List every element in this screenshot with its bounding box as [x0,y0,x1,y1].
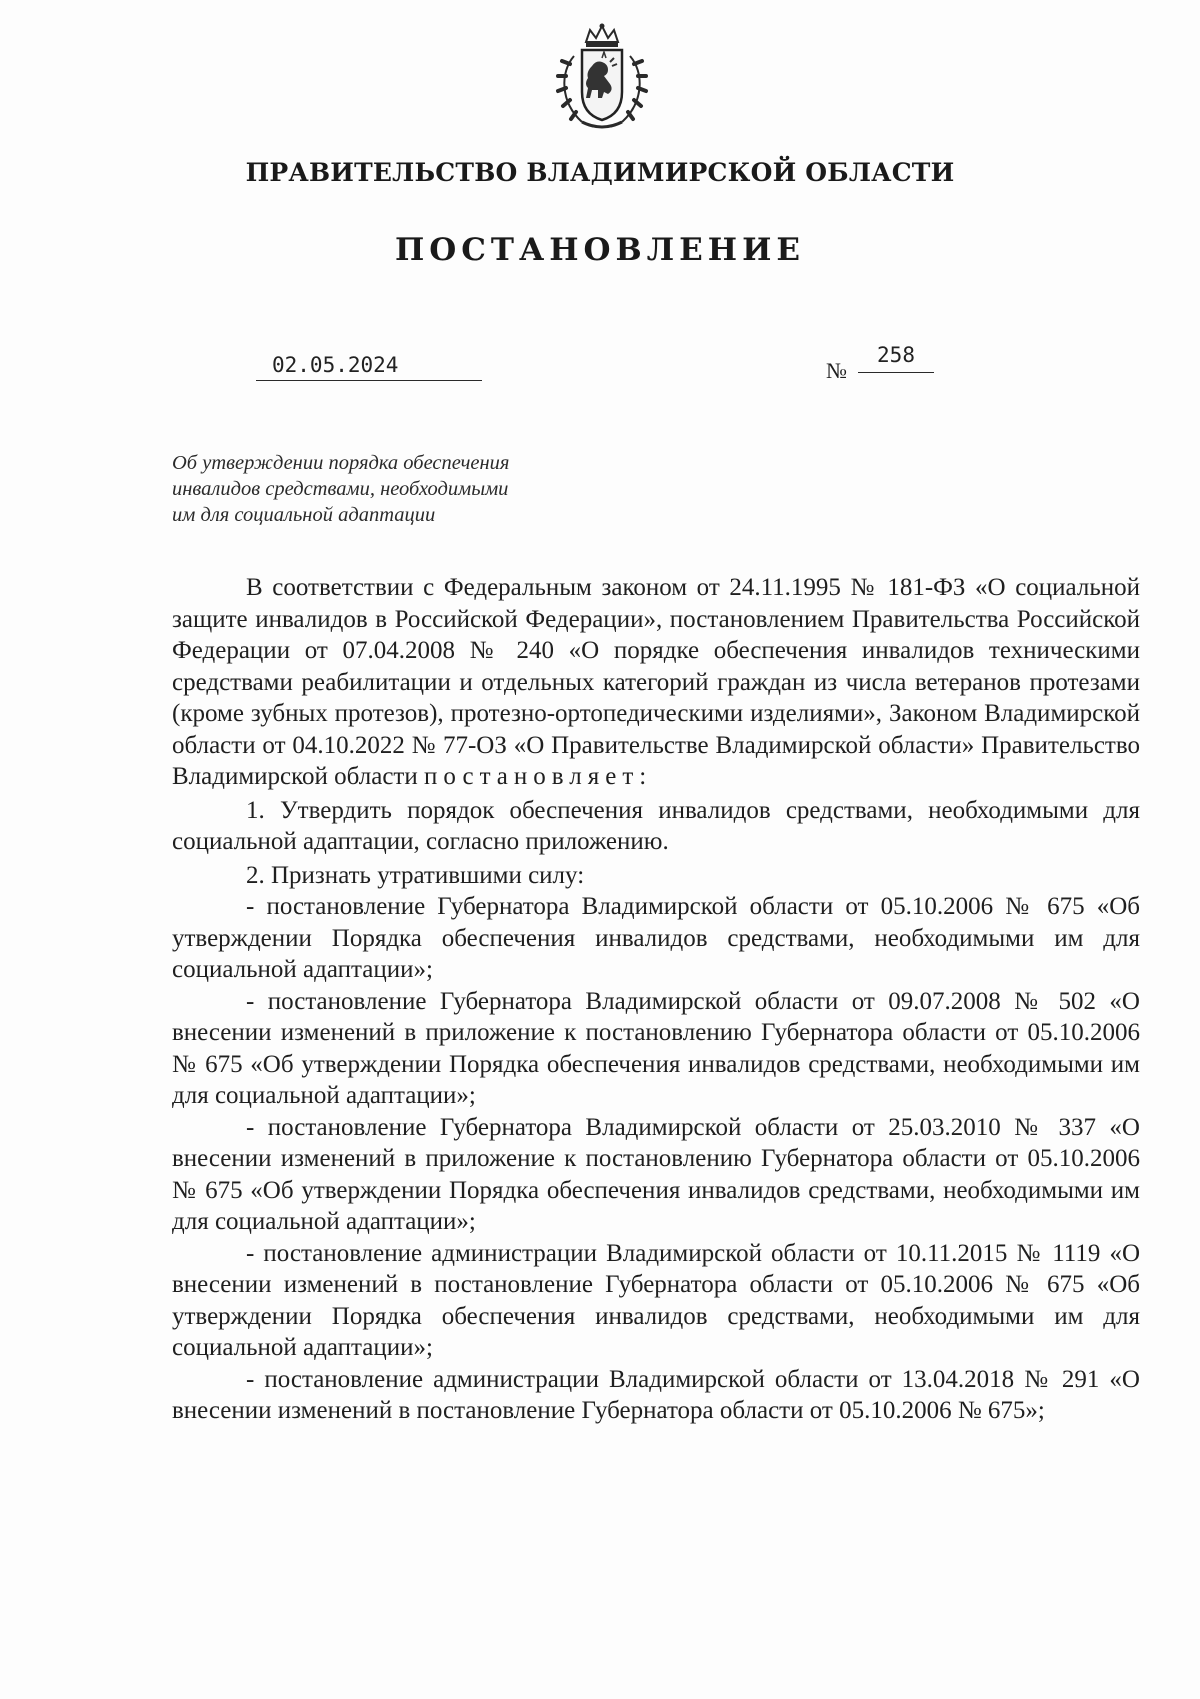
vladimir-region-coat-of-arms-icon [552,22,652,134]
subject-line: инвалидов средствами, необходимыми [172,478,509,500]
document-number: 258 [858,342,934,373]
document-type: ПОСТАНОВЛЕНИЕ [394,232,805,268]
repeal-item: - постановление Губернатора Владимирской области от 05.10.2006 № 675 «Об утверждении Порядка обеспечения инвалидов средствами, необходимыми им для социальной адаптации»; [172,893,1140,983]
document-date: 02.05.2024 [256,352,482,381]
preamble-text: В соответствии с Федеральным законом от 24.11.1995 № 181-ФЗ «О социальной защите инвалидов в Российской Федерации», постановлением Правительства Российской Федерации от 07.04.2008 № 240 «О порядке обеспечения инвалидов техническими средствами реабилитации и отдельных категорий граждан из числа ветеранов протезами (кроме зубных протезов), протезно-ортопедическими изделиями», Законом Владимирской области от 04.10.2022 № 77-ОЗ «О Правительстве Владимирской области» Правительство Владимирской области [172,574,1140,790]
repeal-item: - постановление администрации Владимирской области от 13.04.2018 № 291 «О внесении изменений в постановление Губернатора области от 05.10.2006 № 675»; [172,1365,1140,1424]
preamble-paragraph [172,572,1140,793]
document-body [172,572,1140,1427]
number-sign: № [826,358,847,383]
item-2-paragraph: 2. Признать утратившими силу: [246,861,585,889]
repeal-item: - постановление Губернатора Владимирской области от 25.03.2010 № 337 «О внесении изменений в приложение к постановлению Губернатора области от 05.10.2006 № 675 «Об утверждении Порядка обеспечения инвалидов средствами, необходимыми им для социальной адаптации»; [172,1113,1140,1235]
subject-line: им для социальной адаптации [172,504,436,526]
government-name: ПРАВИТЕЛЬСТВО ВЛАДИМИРСКОЙ ОБЛАСТИ [245,158,955,187]
subject-line: Об утверждении порядка обеспечения [172,452,510,474]
preamble-verb: постановляет: [423,763,653,790]
repeal-item: - постановление администрации Владимирской области от 10.11.2015 № 1119 «О внесении изменений в постановление Губернатора области от 05.10.2006 № 675 «Об утверждении Порядка обеспечения инвалидов средствами, необходимыми им для социальной адаптации»; [172,1239,1140,1361]
repeal-item: - постановление Губернатора Владимирской области от 09.07.2008 № 502 «О внесении изменений в приложение к постановлению Губернатора области от 05.10.2006 № 675 «Об утверждении Порядка обеспечения инвалидов средствами, необходимыми им для социальной адаптации»; [172,987,1140,1109]
item-1-paragraph: 1. Утвердить порядок обеспечения инвалидов средствами, необходимыми для социальной адаптации, согласно приложению. [172,796,1140,855]
document-subject [172,450,632,528]
